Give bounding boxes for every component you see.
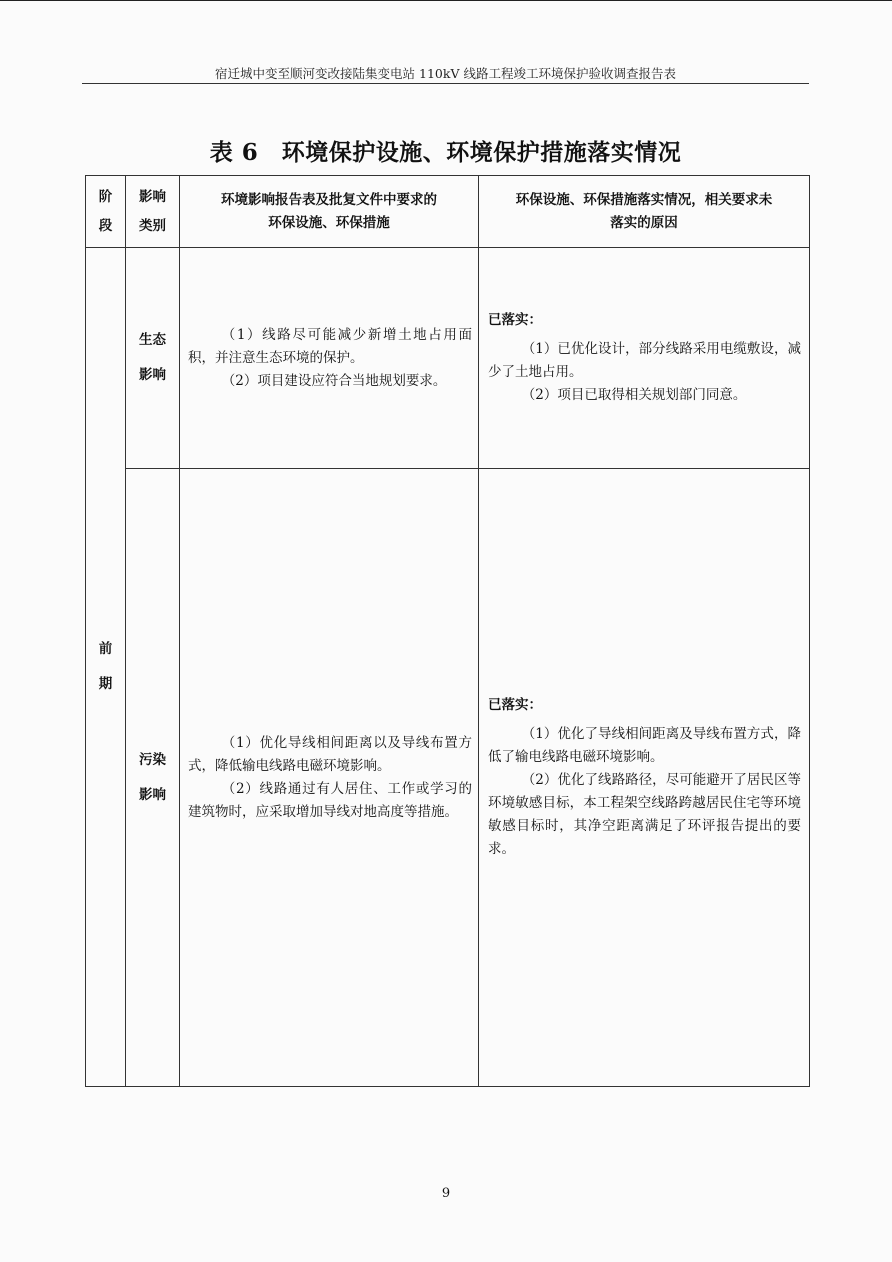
table-row bbox=[86, 469, 810, 1087]
page-number: 9 bbox=[441, 1186, 451, 1201]
header-stage: 阶 段 bbox=[86, 176, 126, 248]
category-cell: 污染 影响 bbox=[126, 469, 180, 1087]
table-title: 表 6 环境保护设施、环境保护措施落实情况 bbox=[209, 139, 682, 166]
status-label: 已落实： bbox=[488, 312, 542, 328]
header-requirements: 环境影响报告表及批复文件中要求的 环保设施、环保措施 bbox=[180, 176, 479, 248]
status-label: 已落实： bbox=[488, 697, 542, 713]
running-header: 宿迁城中变至顺河变改接陆集变电站 110kV 线路工程竣工环境保护验收调查报告表 bbox=[215, 66, 676, 81]
implementation-cell: 已落实： （1）已优化设计，部分线路采用电缆敷设，减少了土地占用。 （2）项目已取得相关规划部门同意。 bbox=[479, 248, 810, 469]
top-border-line bbox=[0, 0, 892, 1]
requirements-cell: （1）优化导线相间距离以及导线布置方式，降低输电线路电磁环境影响。 （2）线路通过有人居住、工作或学习的建筑物时，应采取增加导线对地高度等措施。 bbox=[180, 469, 479, 1087]
implementation-cell: 已落实： （1）优化了导线相间距离及导线布置方式，降低了输电线路电磁环境影响。 （2）优化了线路路径，尽可能避开了居民区等环境敏感目标，本工程架空线路跨越居民住宅等环境敏感目标时，其净空距离满足了环评报告提出的要求。 bbox=[479, 469, 810, 1087]
stage-cell: 前 期 bbox=[86, 248, 126, 1087]
header-category: 影响 类别 bbox=[126, 176, 180, 248]
header-implementation: 环保设施、环保措施落实情况，相关要求未 落实的原因 bbox=[479, 176, 810, 248]
measures-table bbox=[85, 175, 810, 1087]
table-row bbox=[86, 248, 810, 469]
category-cell: 生态 影响 bbox=[126, 248, 180, 469]
table-header-row bbox=[86, 176, 810, 248]
header-rule bbox=[82, 83, 809, 84]
requirements-cell: （1）线路尽可能减少新增土地占用面积，并注意生态环境的保护。 （2）项目建设应符合当地规划要求。 bbox=[180, 248, 479, 469]
